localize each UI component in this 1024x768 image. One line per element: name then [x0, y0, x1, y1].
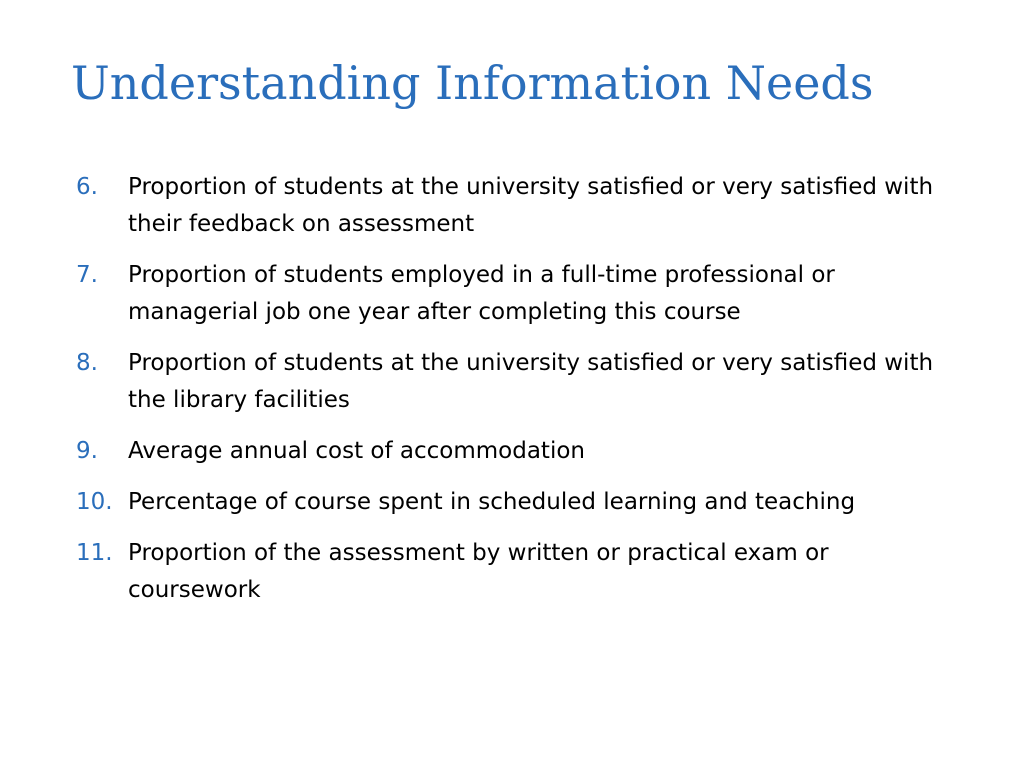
list-item — [76, 484, 976, 521]
list-item-number: 9. — [76, 438, 98, 464]
list-item-text: Percentage of course spent in scheduled learning and teaching — [128, 489, 856, 515]
slide-title: Understanding Information Needs — [71, 56, 874, 110]
list-item — [76, 345, 976, 419]
list-item-number: 6. — [76, 174, 98, 200]
list-item-text: Proportion of students at the university satisfied or very satisfied with the library facilities — [128, 350, 934, 413]
list-item-number: 10. — [76, 489, 113, 515]
list-item-text: Proportion of the assessment by written or practical exam or coursework — [128, 540, 829, 603]
list-item — [76, 257, 976, 331]
list-item — [76, 535, 976, 609]
list-item — [76, 169, 976, 243]
list-item — [76, 433, 976, 470]
numbered-list — [76, 169, 976, 623]
list-item-text: Average annual cost of accommodation — [128, 438, 585, 464]
list-item-number: 8. — [76, 350, 98, 376]
list-item-number: 11. — [76, 540, 113, 566]
list-item-number: 7. — [76, 262, 98, 288]
list-item-text: Proportion of students employed in a full-time professional or managerial job one year after completing this course — [128, 262, 835, 325]
list-item-text: Proportion of students at the university satisfied or very satisfied with their feedback on assessment — [128, 174, 934, 237]
